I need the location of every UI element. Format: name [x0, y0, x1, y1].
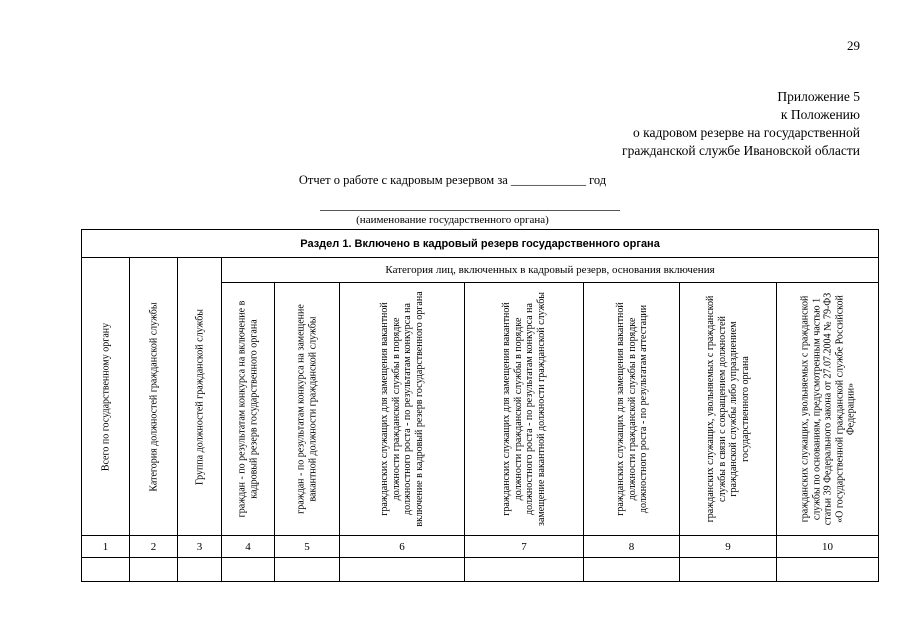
- column-header-10: [777, 283, 879, 536]
- column-header-5: [275, 283, 340, 536]
- column-header-8: [584, 283, 680, 536]
- column-header-9: [680, 283, 777, 536]
- empty-cell: [584, 558, 680, 582]
- column-header-label: гражданских служащих для замещения вакантной должности гражданской службы в порядке должностного роста - по результатам конкурса на включение в кадровый резерв государственного органа: [379, 291, 425, 527]
- empty-cell: [777, 558, 879, 582]
- org-name-caption: (наименование государственного органа): [356, 214, 549, 226]
- empty-data-row: [82, 558, 879, 582]
- empty-cell: [178, 558, 222, 582]
- column-header-6: [340, 283, 465, 536]
- appendix-line-1: Приложение 5: [777, 89, 860, 104]
- column-number: 8: [584, 536, 680, 558]
- report-table: [81, 229, 879, 582]
- column-header-label: Категория должностей гражданской службы: [147, 301, 159, 492]
- category-title: Категория лиц, включенных в кадровый резерв, основания включения: [222, 258, 879, 283]
- empty-cell: [222, 558, 275, 582]
- column-number: 5: [275, 536, 340, 558]
- column-number: 10: [777, 536, 879, 558]
- column-header-label: гражданских служащих, увольняемых с гражданской службы в связи с сокращением должностей гражданской службы либо упразднением государственного органа: [705, 295, 751, 523]
- column-header-label: граждан - по результатам конкурса на замещение вакантной должности гражданской службы: [295, 304, 318, 514]
- report-title: Отчет о работе с кадровым резервом за ____________ год: [298, 173, 607, 187]
- section-title: Раздел 1. Включено в кадровый резерв государственного органа: [82, 230, 879, 258]
- column-number: 6: [340, 536, 465, 558]
- column-header-1: [82, 258, 130, 536]
- column-header-label: гражданских служащих, увольняемых с гражданской службы по основаниям, предусмотренным частью 1 статьи 39 Федерального закона от 27.07.2004 № 79-ФЗ «О государственной гражданской службе Российской Федерации»: [798, 292, 856, 526]
- column-header-label: гражданских служащих для замещения вакантной должности гражданской службы в порядке должностного роста - по результатам аттестации: [614, 302, 649, 516]
- column-header-label: граждан - по результатам конкурса на включение в кадровый резерв государственного органа: [236, 300, 259, 518]
- empty-cell: [465, 558, 584, 582]
- column-numbers-row: [82, 536, 879, 558]
- column-number: 4: [222, 536, 275, 558]
- column-header-label: Группа должностей гражданской службы: [193, 308, 205, 485]
- empty-cell: [82, 558, 130, 582]
- column-header-label: Всего по государственному органу: [99, 322, 111, 471]
- column-number: 1: [82, 536, 130, 558]
- appendix-line-2: к Положению: [780, 107, 860, 122]
- appendix-header: [622, 88, 860, 160]
- org-name-underline: [320, 210, 620, 211]
- page-number: 29: [847, 38, 860, 53]
- appendix-line-3: о кадровом резерве на государственной: [633, 125, 860, 140]
- column-header-3: [178, 258, 222, 536]
- column-number: 7: [465, 536, 584, 558]
- empty-cell: [340, 558, 465, 582]
- column-header-7: [465, 283, 584, 536]
- column-header-label: гражданских служащих для замещения вакантной должности гражданской службы в порядке должностного роста - по результатам конкурса на замещение вакантной должности гражданской службы: [501, 292, 547, 526]
- column-number: 9: [680, 536, 777, 558]
- appendix-line-4: гражданской службе Ивановской области: [622, 143, 860, 158]
- column-number: 3: [178, 536, 222, 558]
- empty-cell: [680, 558, 777, 582]
- column-header-2: [130, 258, 178, 536]
- column-number: 2: [130, 536, 178, 558]
- column-header-4: [222, 283, 275, 536]
- empty-cell: [275, 558, 340, 582]
- empty-cell: [130, 558, 178, 582]
